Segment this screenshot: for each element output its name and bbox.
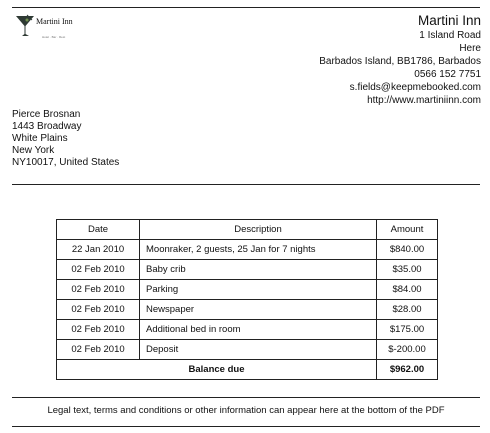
table-row (57, 240, 438, 260)
hotel-address-line: Barbados Island, BB1786, Barbados (319, 56, 481, 67)
hotel-logo (14, 14, 134, 44)
hotel-website: http://www.martiniinn.com (367, 95, 481, 106)
row-description: Parking (140, 280, 377, 300)
legal-text: Legal text, terms and conditions or other information can appear here at the bottom of the PDF (47, 405, 445, 416)
row-amount: $175.00 (377, 320, 438, 340)
customer-name: Pierce Brosnan (12, 109, 81, 120)
table-row (57, 320, 438, 340)
header-divider (12, 184, 480, 185)
hotel-email: s.fields@keepmebooked.com (349, 82, 481, 93)
martini-glass-icon (14, 14, 36, 38)
customer-address-line: NY10017, United States (12, 157, 120, 168)
customer-address-line: New York (12, 145, 55, 156)
logo-tagline: Hotel · Bar · Rest (42, 35, 66, 39)
table-row (57, 300, 438, 320)
row-date: 02 Feb 2010 (57, 320, 140, 340)
hotel-address-block (319, 12, 481, 107)
row-date: 22 Jan 2010 (57, 240, 140, 260)
row-amount: $84.00 (377, 280, 438, 300)
table-row (57, 260, 438, 280)
hotel-address-line: 1 Island Road (419, 30, 481, 41)
top-rule (12, 7, 480, 8)
row-date: 02 Feb 2010 (57, 340, 140, 360)
row-description: Moonraker, 2 guests, 25 Jan for 7 nights (140, 240, 377, 260)
column-header-description: Description (140, 220, 377, 240)
table-header-row (57, 220, 438, 240)
balance-row (57, 360, 438, 380)
row-description: Newspaper (140, 300, 377, 320)
balance-due-label: Balance due (57, 360, 377, 380)
footer-top-rule (12, 397, 480, 398)
hotel-name: Martini Inn (417, 13, 481, 28)
row-date: 02 Feb 2010 (57, 260, 140, 280)
column-header-date: Date (57, 220, 140, 240)
row-amount: $35.00 (377, 260, 438, 280)
footer-bottom-rule (12, 426, 480, 427)
column-header-amount: Amount (377, 220, 438, 240)
logo-name: Martini Inn (36, 17, 73, 26)
customer-address-line: White Plains (12, 133, 68, 144)
customer-address-line: 1443 Broadway (12, 121, 82, 132)
row-amount: $-200.00 (377, 340, 438, 360)
invoice-table (56, 219, 438, 380)
row-amount: $840.00 (377, 240, 438, 260)
table-row (57, 340, 438, 360)
row-description: Deposit (140, 340, 377, 360)
row-date: 02 Feb 2010 (57, 280, 140, 300)
customer-address-block (12, 109, 119, 169)
row-description: Baby crib (140, 260, 377, 280)
balance-due-amount: $962.00 (377, 360, 438, 380)
table-row (57, 280, 438, 300)
row-amount: $28.00 (377, 300, 438, 320)
hotel-phone: 0566 152 7751 (414, 69, 481, 80)
row-date: 02 Feb 2010 (57, 300, 140, 320)
hotel-address-line: Here (459, 43, 481, 54)
row-description: Additional bed in room (140, 320, 377, 340)
